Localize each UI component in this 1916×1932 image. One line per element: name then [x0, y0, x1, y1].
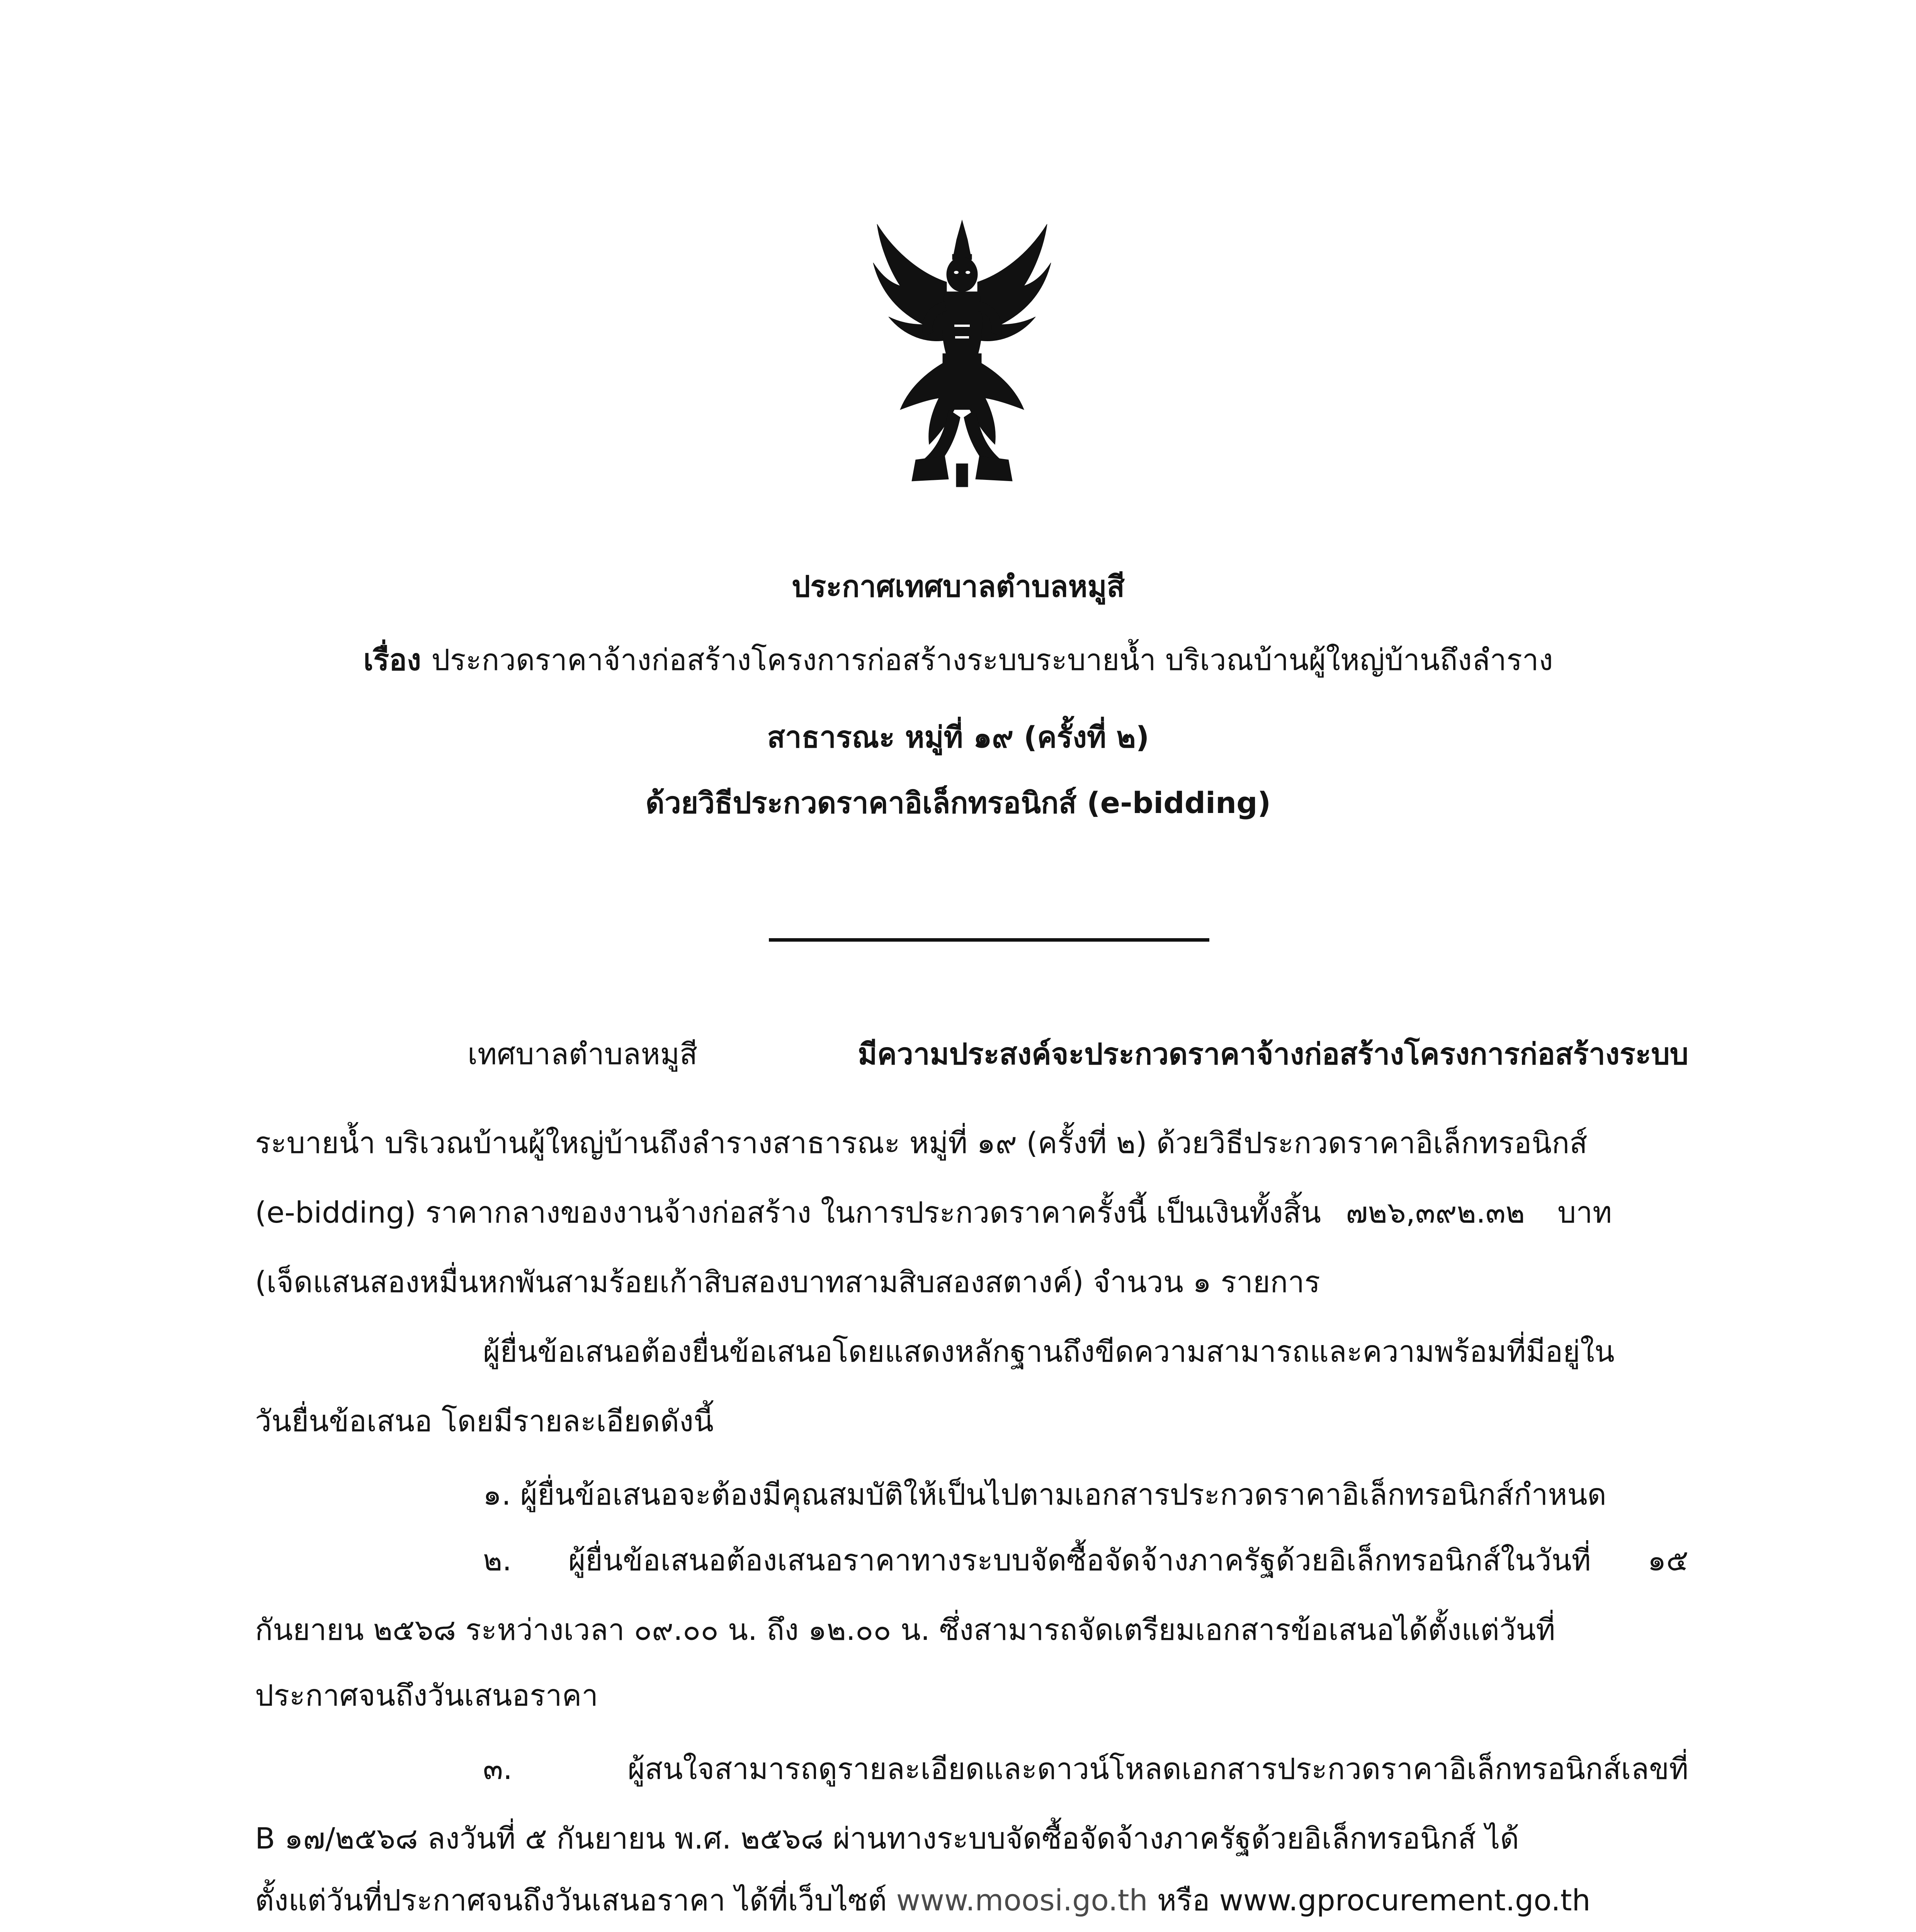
- moosi-website-link[interactable]: www.moosi.go.th: [896, 1883, 1148, 1917]
- paragraph-1-line-4: (เจ็ดแสนสองหมื่นหกพันสามร้อยเก้าสิบสองบาทสามสิบสองสตางค์) จำนวน ๑ รายการ: [255, 1265, 1320, 1299]
- gprocurement-website-link[interactable]: www.gprocurement.go.th: [1219, 1883, 1591, 1917]
- subject-line-3: ด้วยวิธีประกวดราคาอิเล็กทรอนิกส์ (e-bidding): [645, 786, 1271, 820]
- subject-line-1: [155, 645, 1762, 675]
- item-3-line-1: ๓. ผู้สนใจสามารถดูรายละเอียดและดาวน์โหลดเอกสารประกวดราคาอิเล็กทรอนิกส์เลขที่: [483, 1752, 1688, 1786]
- item-2-line-2: กันยายน ๒๕๖๘ ระหว่างเวลา ๐๙.๐๐ น. ถึง ๑๒.๐๐ น. ซึ่งสามารถจัดเตรียมเอกสารข้อเสนอได้ตั้งแต่วันที่: [255, 1612, 1556, 1647]
- paragraph-1-line-1: [468, 1039, 1688, 1069]
- municipality-name: เทศบาลตำบลหมูสี: [468, 1037, 698, 1071]
- paragraph-2-line-1: ผู้ยื่นข้อเสนอต้องยื่นข้อเสนอโดยแสดงหลักฐานถึงขีดความสามารถและความพร้อมที่มีอยู่ใน: [483, 1334, 1615, 1369]
- website-intro: ตั้งแต่วันที่ประกาศจนถึงวันเสนอราคา ได้ที่เว็บไซต์: [255, 1883, 887, 1917]
- or-text: หรือ: [1157, 1883, 1210, 1917]
- announcement-heading: ประกาศเทศบาลตำบลหมูสี: [791, 569, 1125, 604]
- subject-prefix: เรื่อง: [363, 643, 421, 677]
- item-1: ๑. ผู้ยื่นข้อเสนอจะต้องมีคุณสมบัติให้เป็นไปตามเอกสารประกวดราคาอิเล็กทรอนิกส์กำหนด: [483, 1477, 1607, 1512]
- header-divider: [769, 938, 1209, 942]
- paragraph-1-line-3: [255, 1195, 1612, 1230]
- intent-text: มีความประสงค์จะประกวดราคาจ้างก่อสร้างโครงการก่อสร้างระบบ: [697, 1037, 1688, 1071]
- paragraph-1-line-2: ระบายน้ำ บริเวณบ้านผู้ใหญ่บ้านถึงลำรางสาธารณะ หมู่ที่ ๑๙ (ครั้งที่ ๒) ด้วยวิธีประกวดราคาอิเล็กทรอนิกส์: [255, 1126, 1588, 1160]
- currency-unit: บาท: [1557, 1195, 1612, 1230]
- item-2-line-1: ๒. ผู้ยื่นข้อเสนอต้องเสนอราคาทางระบบจัดซื้อจัดจ้างภาครัฐด้วยอิเล็กทรอนิกส์ในวันที่ ๑๕: [483, 1543, 1688, 1577]
- item-3-line-3: [255, 1883, 1591, 1917]
- garuda-emblem-icon: [865, 209, 1059, 502]
- subject-text-1: ประกวดราคาจ้างก่อสร้างโครงการก่อสร้างระบบระบายน้ำ บริเวณบ้านผู้ใหญ่บ้านถึงลำราง: [431, 643, 1553, 677]
- median-price-text: (e-bidding) ราคากลางของงานจ้างก่อสร้าง ในการประกวดราคาครั้งนี้ เป็นเงินทั้งสิ้น: [255, 1195, 1321, 1230]
- median-price-amount: ๗๒๖,๓๙๒.๓๒: [1346, 1195, 1525, 1230]
- paragraph-2-line-2: วันยื่นข้อเสนอ โดยมีรายละเอียดดังนี้: [255, 1404, 714, 1438]
- item-3-line-2: B ๑๗/๒๕๖๘ ลงวันที่ ๕ กันยายน พ.ศ. ๒๕๖๘ ผ่านทางระบบจัดซื้อจัดจ้างภาครัฐด้วยอิเล็กทรอนิกส์ ได้: [255, 1821, 1519, 1855]
- subject-line-2: สาธารณะ หมู่ที่ ๑๙ (ครั้งที่ ๒): [767, 720, 1149, 754]
- item-2-line-3: ประกาศจนถึงวันเสนอราคา: [255, 1678, 598, 1713]
